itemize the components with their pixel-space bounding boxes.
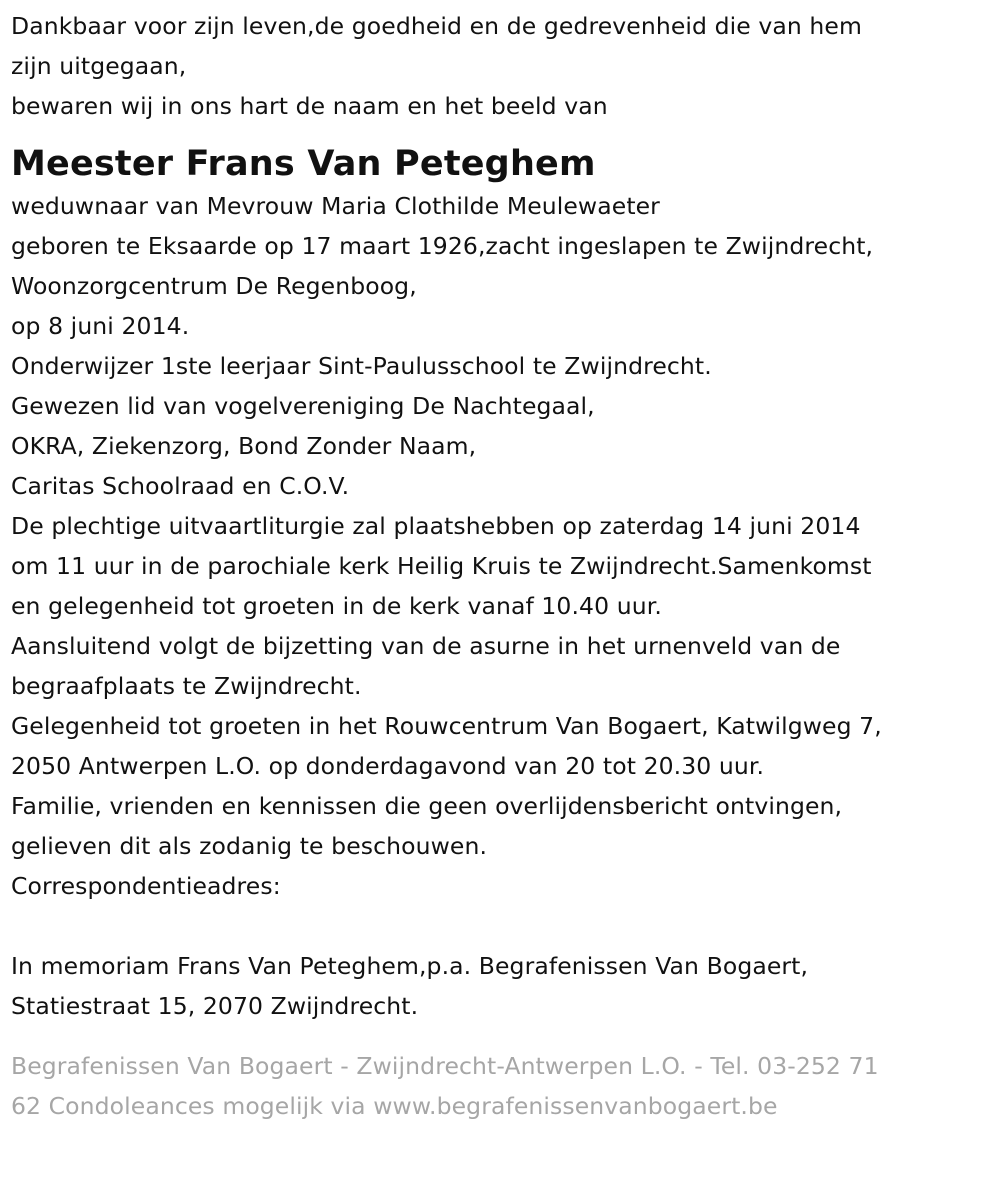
footer-line: 62 Condoleances mogelijk via www.begrafenissenvanbogaert.be [11,1092,778,1120]
body-line: Correspondentieadres: [11,872,281,900]
body-line: Gewezen lid van vogelvereniging De Nachtegaal, [11,392,595,420]
spacer [11,906,990,946]
body-line: en gelegenheid tot groeten in de kerk vanaf 10.40 uur. [11,592,662,620]
footer-line: Begrafenissen Van Bogaert - Zwijndrecht-Antwerpen L.O. - Tel. 03-252 71 [11,1052,879,1080]
intro-section [11,6,990,126]
funeral-home-footer [11,1046,990,1126]
body-line: OKRA, Ziekenzorg, Bond Zonder Naam, [11,432,477,460]
body-line: 2050 Antwerpen L.O. op donderdagavond van 20 tot 20.30 uur. [11,752,765,780]
intro-line: Dankbaar voor zijn leven,de goedheid en de gedrevenheid die van hem [11,12,862,40]
body-line: op 8 juni 2014. [11,312,190,340]
body-line: om 11 uur in de parochiale kerk Heilig Kruis te Zwijndrecht.Samenkomst [11,552,872,580]
body-line: Caritas Schoolraad en C.O.V. [11,472,350,500]
address-line: Statiestraat 15, 2070 Zwijndrecht. [11,992,419,1020]
body-line: begraafplaats te Zwijndrecht. [11,672,362,700]
body-line: Woonzorgcentrum De Regenboog, [11,272,417,300]
body-section [11,186,990,906]
body-line: geboren te Eksaarde op 17 maart 1926,zacht ingeslapen te Zwijndrecht, [11,232,874,260]
intro-line: bewaren wij in ons hart de naam en het beeld van [11,92,608,120]
body-line: Familie, vrienden en kennissen die geen overlijdensbericht ontvingen, [11,792,843,820]
body-line: weduwnaar van Mevrouw Maria Clothilde Meulewaeter [11,192,660,220]
intro-line: zijn uitgegaan, [11,52,187,80]
body-line: Gelegenheid tot groeten in het Rouwcentrum Van Bogaert, Katwilgweg 7, [11,712,882,740]
address-section [11,946,990,1026]
deceased-name: Meester Frans Van Peteghem [11,144,596,184]
body-line: De plechtige uitvaartliturgie zal plaatshebben op zaterdag 14 juni 2014 [11,512,861,540]
address-line: In memoriam Frans Van Peteghem,p.a. Begrafenissen Van Bogaert, [11,952,809,980]
body-line: gelieven dit als zodanig te beschouwen. [11,832,488,860]
body-line: Aansluitend volgt de bijzetting van de asurne in het urnenveld van de [11,632,841,660]
body-line: Onderwijzer 1ste leerjaar Sint-Paulusschool te Zwijndrecht. [11,352,712,380]
